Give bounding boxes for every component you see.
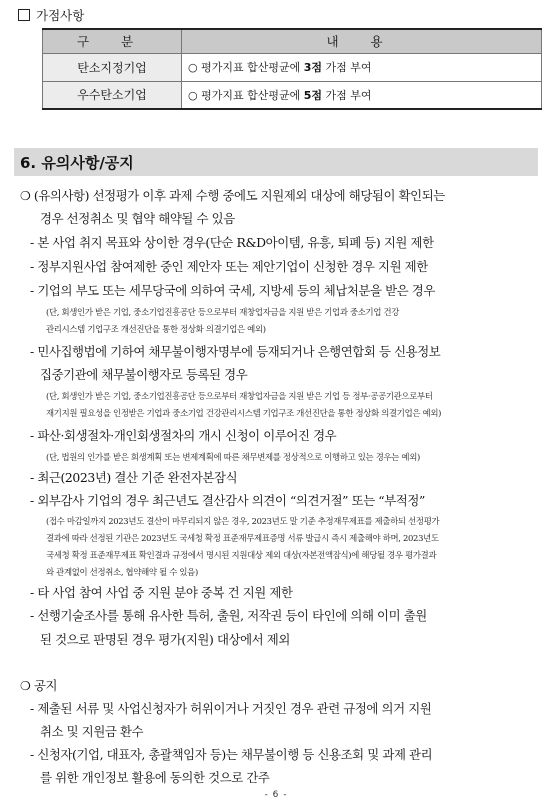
- list-note: 관리시스템 기업구조 개선진단을 통한 정상화 의결기업은 예외): [46, 324, 266, 334]
- row-label: 우수탄소기업: [43, 81, 182, 109]
- bonus-points: 3점: [303, 61, 323, 74]
- page-number: - 6 -: [264, 790, 288, 800]
- checkbox-icon: [18, 9, 30, 21]
- bullet-icon: ❍: [20, 679, 31, 693]
- table-row: [43, 53, 542, 81]
- list-note: (단, 법원의 인가를 받은 회생계획 또는 변제계획에 따른 채무변제를 정상적으로 이행하고 있는 경우는 예외): [46, 452, 420, 462]
- list-item: 를 위한 개인정보 활용에 동의한 것으로 간주: [40, 770, 270, 785]
- list-note: 국세청 확정 표준재무제표 확인결과 규정에서 명시된 지원대상 제외 대상(자본전액잠식)에 해당될 경우 평가결과: [46, 550, 437, 560]
- list-item: - 정부지원사업 참여제한 중인 제안자 또는 제안기업이 신청한 경우 지원 제한: [30, 259, 428, 274]
- list-item: - 기업의 부도 또는 세무당국에 의하여 국세, 지방세 등의 체납처분을 받은 경우: [30, 283, 435, 298]
- bonus-header: [18, 6, 84, 24]
- list-item: - 타 사업 참여 사업 중 지원 분야 중복 건 지원 제한: [30, 585, 293, 600]
- bonus-table: [42, 28, 542, 110]
- list-item: 취소 및 지원금 환수: [40, 724, 144, 739]
- section-heading: 6. 유의사항/공지: [14, 148, 538, 176]
- list-note: 와 관계없이 선정취소, 협약해약 될 수 있음): [46, 567, 198, 577]
- notice-line: 경우 선정취소 및 협약 해약될 수 있음: [40, 211, 235, 226]
- list-item: - 본 사업 취지 목표와 상이한 경우(단순 R&D아이템, 유흥, 퇴폐 등) 지원 제한: [30, 235, 434, 250]
- notice-heading: ❍ 공지: [20, 678, 58, 693]
- bonus-title: 가점사항: [36, 8, 85, 23]
- notice-line: ❍ (유의사항) 선정평가 이후 과제 수행 중에도 지원제외 대상에 해당됨이 확인되는: [20, 188, 445, 203]
- bonus-points: 5점: [303, 88, 323, 102]
- row-value: ○ 평가지표 합산평균에 5점 가점 부여: [182, 81, 542, 109]
- list-note: (단, 회생인가 받은 기업, 중소기업진흥공단 등으로부터 재창업자금을 지원 받은 기업과 중소기업 건강: [46, 307, 400, 317]
- list-item: 집중기관에 채무불이행자로 등록된 경우: [40, 367, 248, 382]
- table-header-content: 내 용: [182, 29, 542, 53]
- list-note: (단, 회생인가 받은 기업, 중소기업진흥공단 등으로부터 재창업자금을 지원 받은 기업 등 정부·공공기관으로부터: [46, 391, 433, 401]
- list-item: - 민사집행법에 기하여 채무불이행자명부에 등재되거나 은행연합회 등 신용정보: [30, 344, 441, 359]
- table-row: [43, 81, 542, 109]
- row-label: 탄소지정기업: [43, 53, 182, 81]
- list-item: - 신청자(기업, 대표자, 총괄책임자 등)는 채무불이행 등 신용조회 및 과제 관리: [30, 747, 433, 762]
- list-note: 재기지원 필요성을 인정받은 기업과 중소기업 건강관리시스템 기업구조 개선진단을 통한 정상화 의결기업은 예외): [46, 408, 442, 418]
- list-item: - 최근(2023년) 결산 기준 완전자본잠식: [30, 470, 238, 485]
- table-header-row: [43, 29, 542, 53]
- row-value: ○ 평가지표 합산평균에 3점 가점 부여: [182, 53, 542, 81]
- table-header-category: 구 분: [43, 29, 182, 53]
- list-note: 결과에 따라 선정된 기관은 2023년도 국세청 확정 표준재무제표증명 서류 발급시 즉시 제출해야 하며, 2023년도: [46, 533, 439, 543]
- bullet-icon: ❍: [20, 189, 31, 203]
- list-item: - 선행기술조사를 통해 유사한 특허, 출원, 저작권 등이 타인에 의해 이미 출원: [30, 608, 427, 623]
- list-item: - 제출된 서류 및 사업신청자가 허위이거나 거짓인 경우 관련 규정에 의거 지원: [30, 701, 432, 716]
- list-item: - 외부감사 기업의 경우 최근년도 결산감사 의견이 “의견거절” 또는 “부적정”: [30, 493, 425, 508]
- list-item: 된 것으로 판명된 경우 평가(지원) 대상에서 제외: [40, 632, 290, 647]
- list-note: (접수 마감일까지 2023년도 결산이 마무리되지 않은 경우, 2023년도 말 기준 추정재무제표를 제출하되 선정평가: [46, 516, 440, 526]
- list-item: - 파산·회생절차·개인회생절차의 개시 신청이 이루어진 경우: [30, 428, 337, 443]
